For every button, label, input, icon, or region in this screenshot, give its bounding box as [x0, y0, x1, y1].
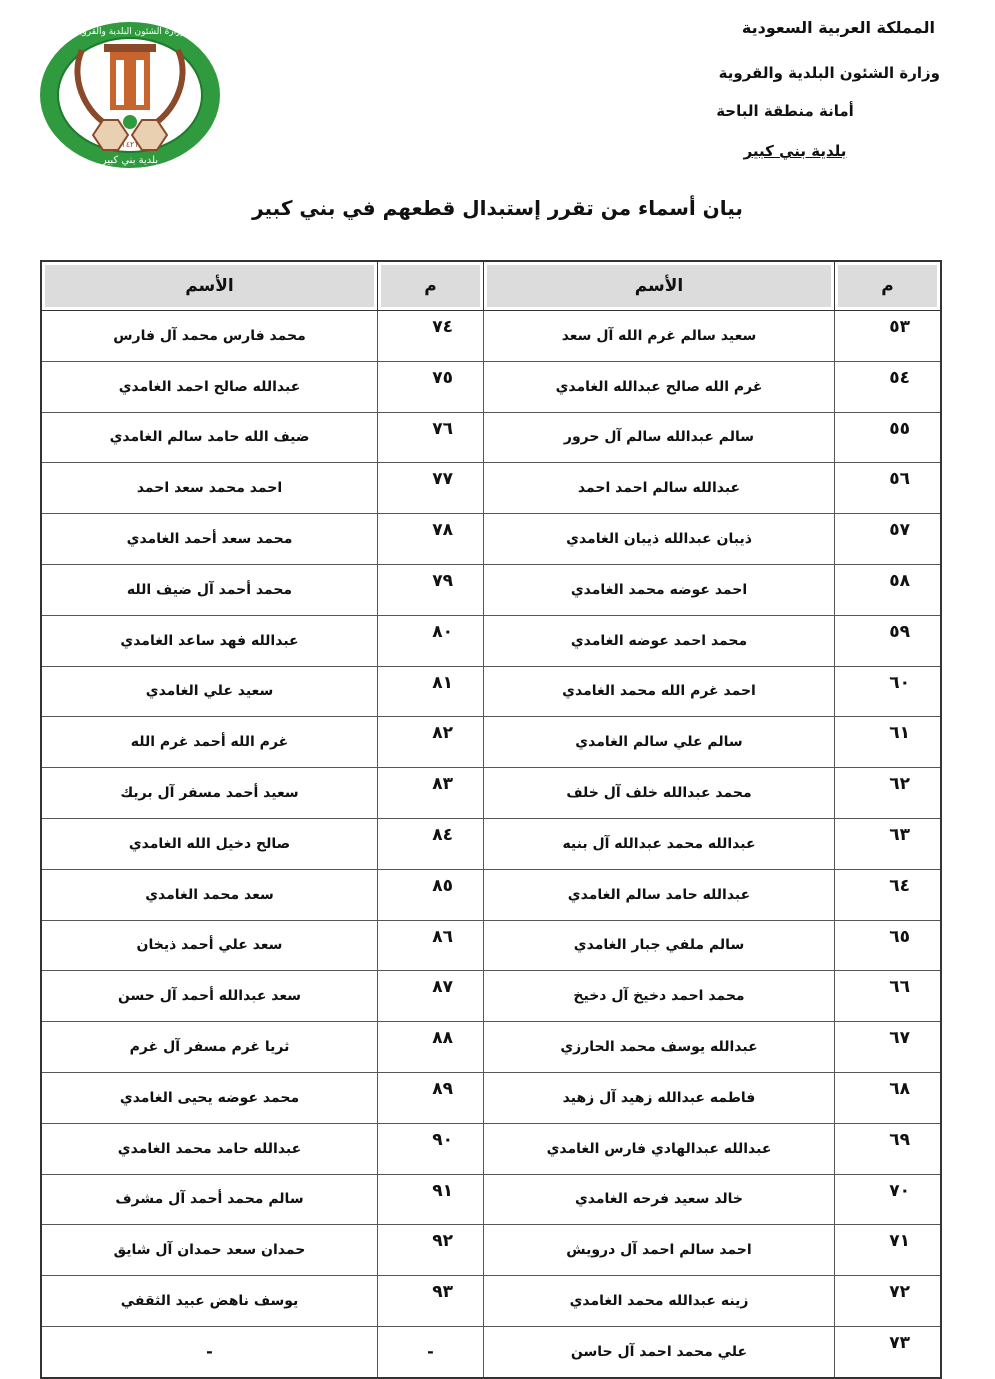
row-number-right: ٥٥	[835, 412, 942, 463]
row-number-left: ٩١	[378, 1174, 484, 1225]
logo-ring-text-bottom: بلدية بني كبير	[101, 155, 159, 166]
table-row	[41, 1123, 941, 1174]
row-number-right: ٦٨	[835, 1072, 942, 1123]
names-table	[40, 260, 942, 1379]
logo-year: ١٤٢١	[121, 140, 139, 149]
table-row	[41, 818, 941, 869]
table-row	[41, 1072, 941, 1123]
header-num-1: م	[835, 261, 942, 311]
row-name-right: عبدالله محمد عبدالله آل بنيه	[484, 818, 835, 869]
row-name-left: محمد فارس محمد آل فارس	[41, 311, 378, 362]
header-name-1: الأسم	[484, 261, 835, 311]
row-number-left: ٨٣	[378, 768, 484, 819]
row-name-right: فاطمه عبدالله زهيد آل زهيد	[484, 1072, 835, 1123]
table-row	[41, 311, 941, 362]
row-name-left: ضيف الله حامد سالم الغامدي	[41, 412, 378, 463]
table-row	[41, 666, 941, 717]
row-number-left: ٧٨	[378, 514, 484, 565]
table-row	[41, 564, 941, 615]
row-name-right: عبدالله عبدالهادي فارس الغامدي	[484, 1123, 835, 1174]
row-name-right: محمد عبدالله خلف آل خلف	[484, 768, 835, 819]
row-name-right: ذيبان عبدالله ذيبان الغامدي	[484, 514, 835, 565]
row-number-right: ٥٩	[835, 615, 942, 666]
row-name-right: خالد سعيد فرحه الغامدي	[484, 1174, 835, 1225]
row-name-right: احمد سالم احمد آل درويش	[484, 1225, 835, 1276]
row-name-right: سعيد سالم غرم الله آل سعد	[484, 311, 835, 362]
row-name-right: غرم الله صالح عبدالله الغامدي	[484, 361, 835, 412]
row-number-left: ٧٩	[378, 564, 484, 615]
row-number-left: ٨٢	[378, 717, 484, 768]
row-name-left: صالح دخيل الله الغامدي	[41, 818, 378, 869]
row-number-left: ٩٢	[378, 1225, 484, 1276]
names-table-wrapper	[40, 260, 942, 1379]
row-number-left: ٧٦	[378, 412, 484, 463]
row-name-right: عبدالله سالم احمد احمد	[484, 463, 835, 514]
row-name-left: يوسف ناهض عبيد الثقفي	[41, 1276, 378, 1327]
municipality-name: بلدية بني كبير	[743, 142, 847, 160]
table-row	[41, 412, 941, 463]
table-row	[41, 615, 941, 666]
row-number-left: ٨٠	[378, 615, 484, 666]
row-name-right: احمد عوضه محمد الغامدي	[484, 564, 835, 615]
row-name-left: سالم محمد أحمد آل مشرف	[41, 1174, 378, 1225]
table-row	[41, 1174, 941, 1225]
row-number-left: ٧٧	[378, 463, 484, 514]
table-header-row	[41, 261, 941, 311]
table-row	[41, 361, 941, 412]
row-number-right: ٦٢	[835, 768, 942, 819]
row-name-left: سعد محمد الغامدي	[41, 869, 378, 920]
row-number-left: ٨٨	[378, 1022, 484, 1073]
row-number-right: ٦٦	[835, 971, 942, 1022]
row-number-right: ٥٦	[835, 463, 942, 514]
row-number-right: ٦٧	[835, 1022, 942, 1073]
table-row	[41, 869, 941, 920]
row-name-right: محمد احمد دخيخ آل دخيخ	[484, 971, 835, 1022]
table-row	[41, 1022, 941, 1073]
ministry-name: وزارة الشئون البلدية والقروية	[718, 64, 940, 82]
table-row	[41, 717, 941, 768]
row-number-right: ٥٨	[835, 564, 942, 615]
table-row	[41, 920, 941, 971]
logo-ring-text-top: وزارة الشئون البلدية والقروية	[75, 27, 185, 37]
row-name-right: سالم علي سالم الغامدي	[484, 717, 835, 768]
row-name-right: سالم عبدالله سالم آل حرور	[484, 412, 835, 463]
table-row	[41, 514, 941, 565]
secretariat-name: أمانة منطقة الباحة	[716, 102, 854, 120]
row-number-right: ٥٤	[835, 361, 942, 412]
row-number-right: ٦١	[835, 717, 942, 768]
row-name-left: عبدالله فهد ساعد الغامدي	[41, 615, 378, 666]
table-row	[41, 971, 941, 1022]
table-body	[41, 311, 941, 1378]
row-number-left: ٩٠	[378, 1123, 484, 1174]
row-name-right: عبدالله يوسف محمد الحارزي	[484, 1022, 835, 1073]
row-number-right: ٦٤	[835, 869, 942, 920]
header-num-2: م	[378, 261, 484, 311]
row-name-left: سعد علي أحمد ذيخان	[41, 920, 378, 971]
table-row	[41, 463, 941, 514]
row-number-left: ٩٣	[378, 1276, 484, 1327]
row-name-right: سالم ملفي جبار الغامدي	[484, 920, 835, 971]
document-title: بيان أسماء من تقرر إستبدال قطعهم في بني كبير	[252, 196, 743, 220]
row-number-left: ٨١	[378, 666, 484, 717]
table-row	[41, 768, 941, 819]
row-name-right: زينه عبدالله محمد الغامدي	[484, 1276, 835, 1327]
row-name-left: سعيد علي الغامدي	[41, 666, 378, 717]
row-number-right: ٧٣	[835, 1326, 942, 1377]
table-row	[41, 1276, 941, 1327]
kingdom-name: المملكة العربية السعودية	[741, 18, 935, 37]
row-number-right: ٦٥	[835, 920, 942, 971]
row-number-left: ٨٦	[378, 920, 484, 971]
row-name-left: عبدالله صالح احمد الغامدي	[41, 361, 378, 412]
row-number-left: ٧٤	[378, 311, 484, 362]
table-row	[41, 1326, 941, 1377]
row-name-left: حمدان سعد حمدان آل شايق	[41, 1225, 378, 1276]
row-name-left: سعد عبدالله أحمد آل حسن	[41, 971, 378, 1022]
row-name-left: احمد محمد سعد احمد	[41, 463, 378, 514]
table-row	[41, 1225, 941, 1276]
row-number-right: ٦٣	[835, 818, 942, 869]
row-number-left: ٨٩	[378, 1072, 484, 1123]
row-number-left: ٨٤	[378, 818, 484, 869]
row-number-right: ٧٠	[835, 1174, 942, 1225]
row-number-right: ٧١	[835, 1225, 942, 1276]
row-number-left: ٧٥	[378, 361, 484, 412]
row-number-left: ٨٥	[378, 869, 484, 920]
row-name-left: سعيد أحمد مسفر آل بريك	[41, 768, 378, 819]
municipality-logo	[38, 20, 222, 170]
row-name-left: محمد عوضه يحيى الغامدي	[41, 1072, 378, 1123]
row-number-left: ٨٧	[378, 971, 484, 1022]
header-name-2: الأسم	[41, 261, 378, 311]
row-name-right: محمد احمد عوضه الغامدي	[484, 615, 835, 666]
row-number-right: ٧٢	[835, 1276, 942, 1327]
row-name-left: غرم الله أحمد غرم الله	[41, 717, 378, 768]
row-name-right: عبدالله حامد سالم الغامدي	[484, 869, 835, 920]
row-name-right: علي محمد احمد آل حاسن	[484, 1326, 835, 1377]
row-number-left: -	[378, 1326, 484, 1377]
row-number-right: ٦٩	[835, 1123, 942, 1174]
row-name-left: ثريا غرم مسفر آل غرم	[41, 1022, 378, 1073]
row-name-left: عبدالله حامد محمد الغامدي	[41, 1123, 378, 1174]
row-name-left: محمد سعد أحمد الغامدي	[41, 514, 378, 565]
row-name-left: محمد أحمد آل ضيف الله	[41, 564, 378, 615]
row-number-right: ٥٣	[835, 311, 942, 362]
row-name-left: -	[41, 1326, 378, 1377]
row-number-right: ٦٠	[835, 666, 942, 717]
row-name-right: احمد غرم الله محمد الغامدي	[484, 666, 835, 717]
row-number-right: ٥٧	[835, 514, 942, 565]
